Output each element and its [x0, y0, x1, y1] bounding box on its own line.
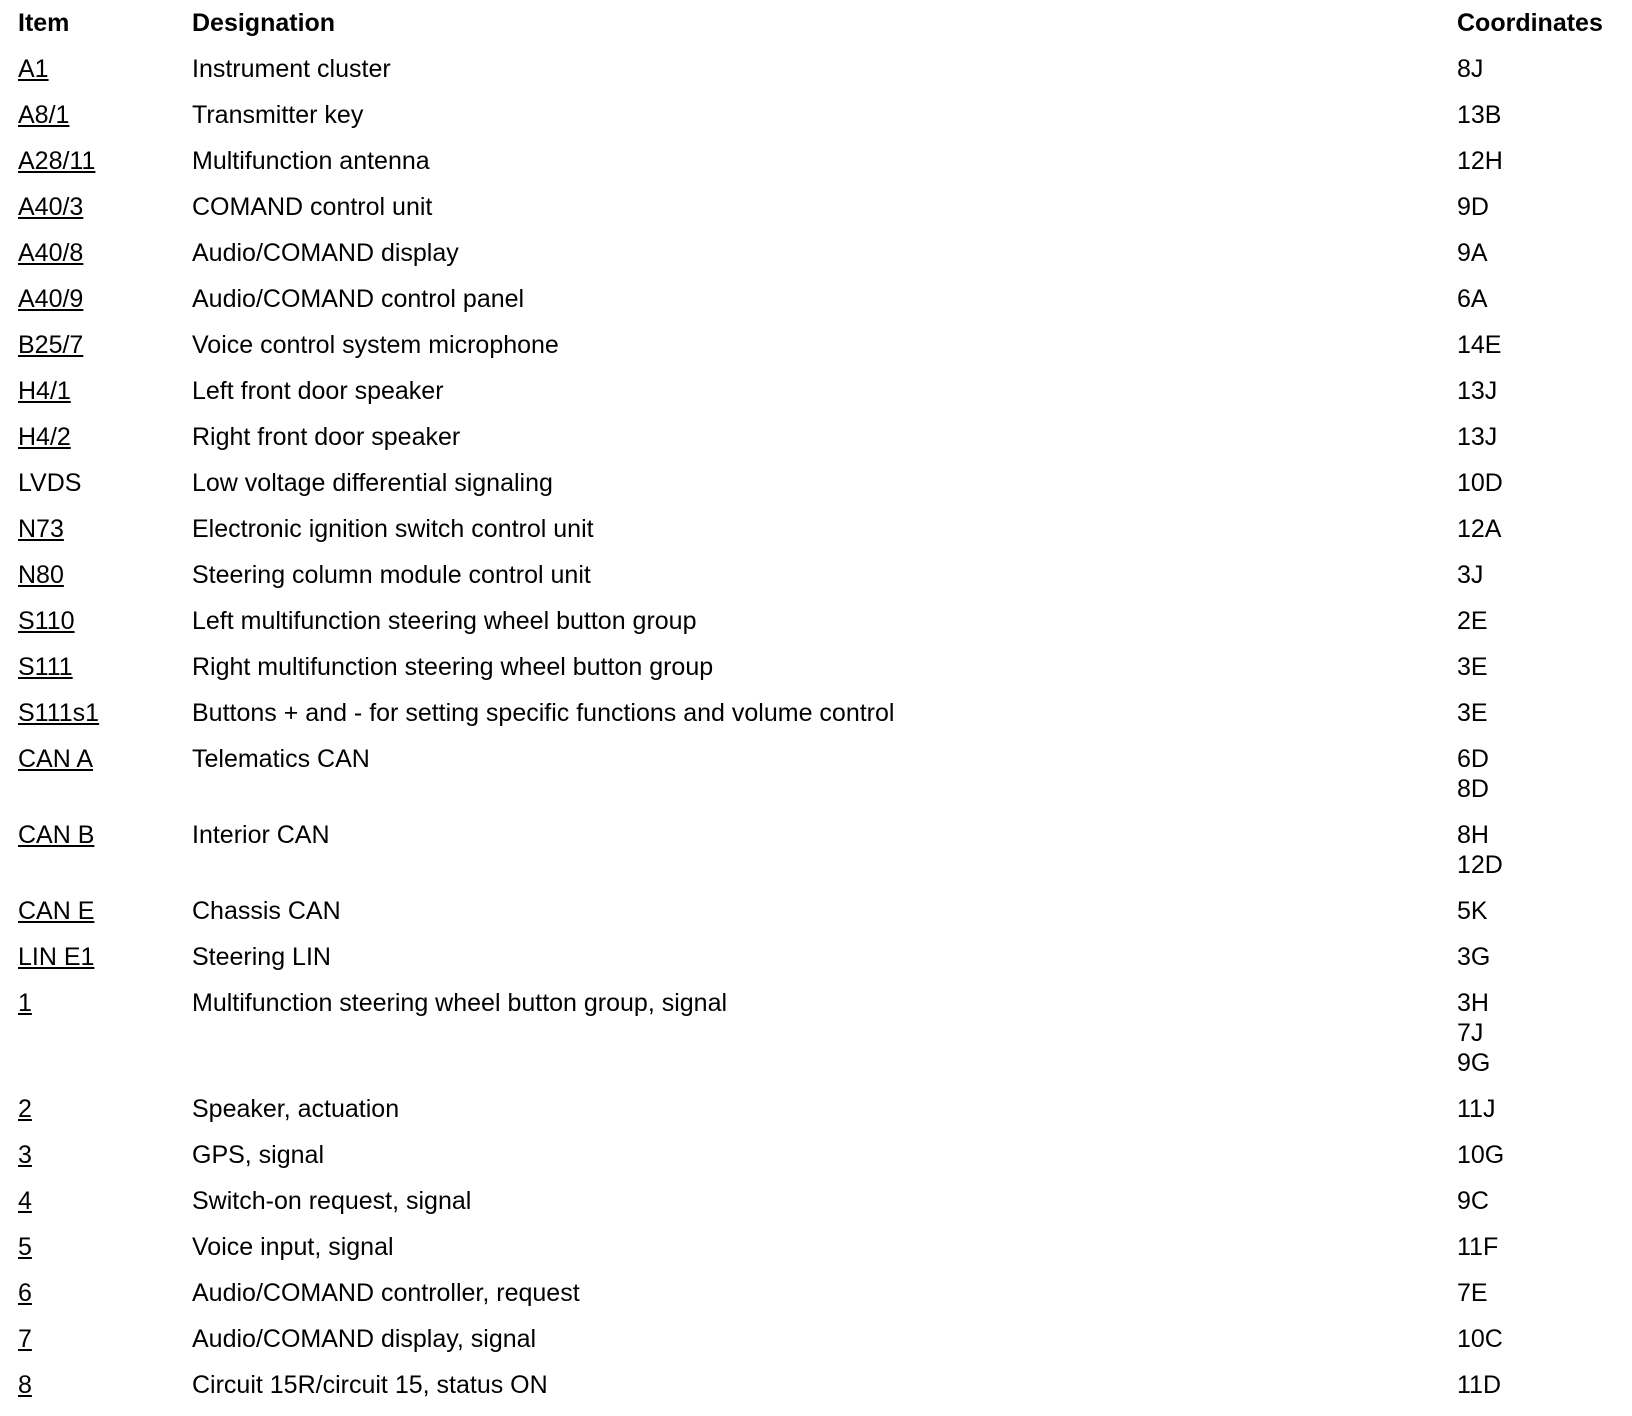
- table-row: [18, 896, 1618, 942]
- item-link[interactable]: 1: [18, 989, 32, 1017]
- coordinate-value: 9G: [1457, 1049, 1491, 1077]
- table-row: [18, 560, 1618, 606]
- coordinates-cell: [1457, 238, 1618, 268]
- item-cell: [18, 514, 192, 544]
- table-row: [18, 1186, 1618, 1232]
- header-designation: Designation: [192, 9, 336, 37]
- item-link[interactable]: 6: [18, 1279, 32, 1307]
- item-cell: [18, 146, 192, 176]
- designation-cell: Electronic ignition switch control unit: [192, 515, 594, 543]
- coordinates-cell: [1457, 1278, 1618, 1308]
- coordinates-cell: [1457, 192, 1618, 222]
- item-link[interactable]: S110: [18, 607, 75, 635]
- table-header: [18, 8, 1618, 54]
- item-link[interactable]: A40/3: [18, 193, 84, 221]
- coordinates-cell: [1457, 744, 1618, 804]
- header-item: Item: [18, 9, 70, 37]
- coordinates-cell: [1457, 1370, 1618, 1400]
- item-link[interactable]: 5: [18, 1233, 32, 1261]
- coordinate-value: 12A: [1457, 515, 1502, 543]
- coordinate-value: 5K: [1457, 897, 1488, 925]
- coordinates-cell: [1457, 422, 1618, 452]
- table-row: [18, 606, 1618, 652]
- item-cell: [18, 54, 192, 84]
- coordinates-cell: [1457, 284, 1618, 314]
- designation-cell: Buttons + and - for setting specific functions and volume control: [192, 699, 895, 727]
- item-cell: [18, 560, 192, 590]
- coordinate-value: 3H: [1457, 989, 1489, 1017]
- item-link[interactable]: A40/8: [18, 239, 84, 267]
- coordinate-value: 8J: [1457, 55, 1484, 83]
- designation-cell: Right multifunction steering wheel button group: [192, 653, 714, 681]
- coordinates-cell: [1457, 376, 1618, 406]
- item-link[interactable]: CAN A: [18, 745, 94, 773]
- coordinate-value: 2E: [1457, 607, 1488, 635]
- item-cell: [18, 942, 192, 972]
- item-link[interactable]: 2: [18, 1095, 32, 1123]
- item-cell: [18, 192, 192, 222]
- designation-cell: Voice control system microphone: [192, 331, 559, 359]
- coordinate-value: 10G: [1457, 1141, 1505, 1169]
- item-cell: [18, 1232, 192, 1262]
- table-row: [18, 514, 1618, 560]
- coordinates-cell: [1457, 942, 1618, 972]
- item-cell: [18, 1324, 192, 1354]
- item-cell: [18, 468, 192, 498]
- coordinates-cell: [1457, 820, 1618, 880]
- coordinate-value: 12H: [1457, 147, 1503, 175]
- item-cell: [18, 1186, 192, 1216]
- item-cell: [18, 896, 192, 926]
- coordinate-value: 11J: [1457, 1095, 1496, 1123]
- designation-cell: Steering LIN: [192, 943, 331, 971]
- coordinate-value: 13J: [1457, 423, 1498, 451]
- coordinate-value: 3E: [1457, 653, 1488, 681]
- table-row: [18, 1278, 1618, 1324]
- item-cell: [18, 820, 192, 850]
- designation-cell: GPS, signal: [192, 1141, 325, 1169]
- item-link[interactable]: B25/7: [18, 331, 84, 359]
- item-cell: [18, 422, 192, 452]
- item-cell: [18, 606, 192, 636]
- coordinates-cell: [1457, 652, 1618, 682]
- designation-cell: Low voltage differential signaling: [192, 469, 553, 497]
- item-link[interactable]: S111s1: [18, 699, 100, 727]
- coordinate-value: 3G: [1457, 943, 1491, 971]
- designation-cell: Multifunction antenna: [192, 147, 430, 175]
- coordinates-cell: [1457, 54, 1618, 84]
- table-row: [18, 330, 1618, 376]
- item-cell: [18, 988, 192, 1018]
- table-row: [18, 422, 1618, 468]
- coordinates-cell: [1457, 560, 1618, 590]
- table-body: [18, 54, 1618, 1416]
- designation-cell: Steering column module control unit: [192, 561, 591, 589]
- item-cell: [18, 1094, 192, 1124]
- coordinate-value: 14E: [1457, 331, 1502, 359]
- table-row: [18, 1370, 1618, 1416]
- coordinates-cell: [1457, 1094, 1618, 1124]
- header-coordinates: Coordinates: [1457, 9, 1603, 37]
- designation-cell: Speaker, actuation: [192, 1095, 400, 1123]
- designation-cell: COMAND control unit: [192, 193, 433, 221]
- coordinates-cell: [1457, 1186, 1618, 1216]
- item-label: LVDS: [18, 469, 82, 497]
- designation-cell: Circuit 15R/circuit 15, status ON: [192, 1371, 548, 1399]
- coordinate-value: 11D: [1457, 1371, 1502, 1399]
- item-link[interactable]: A1: [18, 55, 49, 83]
- coordinates-cell: [1457, 1232, 1618, 1262]
- table-row: [18, 988, 1618, 1094]
- table-row: [18, 54, 1618, 100]
- coordinate-value: 12D: [1457, 851, 1503, 879]
- coordinate-value: 13J: [1457, 377, 1498, 405]
- item-link[interactable]: 4: [18, 1187, 32, 1215]
- legend-table: [18, 8, 1618, 1416]
- item-link[interactable]: CAN B: [18, 821, 95, 849]
- table-row: [18, 1232, 1618, 1278]
- designation-cell: Transmitter key: [192, 101, 364, 129]
- item-link[interactable]: N80: [18, 561, 64, 589]
- item-cell: [18, 744, 192, 774]
- coordinate-value: 9C: [1457, 1187, 1489, 1215]
- coordinates-cell: [1457, 606, 1618, 636]
- table-row: [18, 284, 1618, 330]
- item-cell: [18, 1370, 192, 1400]
- coordinates-cell: [1457, 988, 1618, 1078]
- designation-cell: Switch-on request, signal: [192, 1187, 472, 1215]
- coordinate-value: 7J: [1457, 1019, 1484, 1047]
- item-link[interactable]: CAN E: [18, 897, 95, 925]
- table-row: [18, 468, 1618, 514]
- coordinate-value: 3J: [1457, 561, 1484, 589]
- item-link[interactable]: N73: [18, 515, 64, 543]
- item-link[interactable]: S111: [18, 653, 73, 681]
- designation-cell: Chassis CAN: [192, 897, 341, 925]
- item-link[interactable]: A8/1: [18, 101, 70, 129]
- designation-cell: Audio/COMAND display: [192, 239, 459, 267]
- designation-cell: Audio/COMAND display, signal: [192, 1325, 537, 1353]
- item-link[interactable]: LIN E1: [18, 943, 95, 971]
- table-row: [18, 698, 1618, 744]
- designation-cell: Telematics CAN: [192, 745, 370, 773]
- item-cell: [18, 698, 192, 728]
- table-row: [18, 146, 1618, 192]
- coordinate-value: 10D: [1457, 469, 1503, 497]
- coordinate-value: 9A: [1457, 239, 1488, 267]
- designation-cell: Left multifunction steering wheel button group: [192, 607, 697, 635]
- table-row: [18, 376, 1618, 422]
- coordinate-value: 6A: [1457, 285, 1488, 313]
- table-row: [18, 192, 1618, 238]
- item-cell: [18, 284, 192, 314]
- table-row: [18, 942, 1618, 988]
- designation-cell: Right front door speaker: [192, 423, 461, 451]
- item-cell: [18, 238, 192, 268]
- coordinate-value: 7E: [1457, 1279, 1488, 1307]
- coordinate-value: 8H: [1457, 821, 1489, 849]
- item-link[interactable]: 8: [18, 1371, 32, 1399]
- designation-cell: Voice input, signal: [192, 1233, 394, 1261]
- designation-cell: Audio/COMAND control panel: [192, 285, 525, 313]
- item-cell: [18, 330, 192, 360]
- table-row: [18, 1094, 1618, 1140]
- item-cell: [18, 652, 192, 682]
- coordinate-value: 6D: [1457, 745, 1489, 773]
- table-row: [18, 652, 1618, 698]
- item-cell: [18, 376, 192, 406]
- table-row: [18, 1324, 1618, 1370]
- coordinates-cell: [1457, 698, 1618, 728]
- coordinate-value: 8D: [1457, 775, 1489, 803]
- coordinates-cell: [1457, 514, 1618, 544]
- designation-cell: Left front door speaker: [192, 377, 444, 405]
- item-link[interactable]: 7: [18, 1325, 32, 1353]
- coordinates-cell: [1457, 330, 1618, 360]
- table-row: [18, 238, 1618, 284]
- coordinate-value: 13B: [1457, 101, 1502, 129]
- coordinates-cell: [1457, 468, 1618, 498]
- table-row: [18, 820, 1618, 896]
- coordinate-value: 9D: [1457, 193, 1489, 221]
- table-row: [18, 744, 1618, 820]
- designation-cell: Instrument cluster: [192, 55, 391, 83]
- designation-cell: Multifunction steering wheel button group, signal: [192, 989, 728, 1017]
- coordinates-cell: [1457, 1140, 1618, 1170]
- designation-cell: Interior CAN: [192, 821, 330, 849]
- item-cell: [18, 1140, 192, 1170]
- designation-cell: Audio/COMAND controller, request: [192, 1279, 580, 1307]
- item-link[interactable]: H4/1: [18, 377, 71, 405]
- table-row: [18, 1140, 1618, 1186]
- item-cell: [18, 100, 192, 130]
- coordinate-value: 10C: [1457, 1325, 1503, 1353]
- item-link[interactable]: H4/2: [18, 423, 71, 451]
- coordinates-cell: [1457, 1324, 1618, 1354]
- table-row: [18, 100, 1618, 146]
- coordinates-cell: [1457, 100, 1618, 130]
- item-link[interactable]: A28/11: [18, 147, 96, 175]
- item-link[interactable]: 3: [18, 1141, 32, 1169]
- item-link[interactable]: A40/9: [18, 285, 84, 313]
- coordinate-value: 3E: [1457, 699, 1488, 727]
- coordinate-value: 11F: [1457, 1233, 1499, 1261]
- coordinates-cell: [1457, 146, 1618, 176]
- item-cell: [18, 1278, 192, 1308]
- coordinates-cell: [1457, 896, 1618, 926]
